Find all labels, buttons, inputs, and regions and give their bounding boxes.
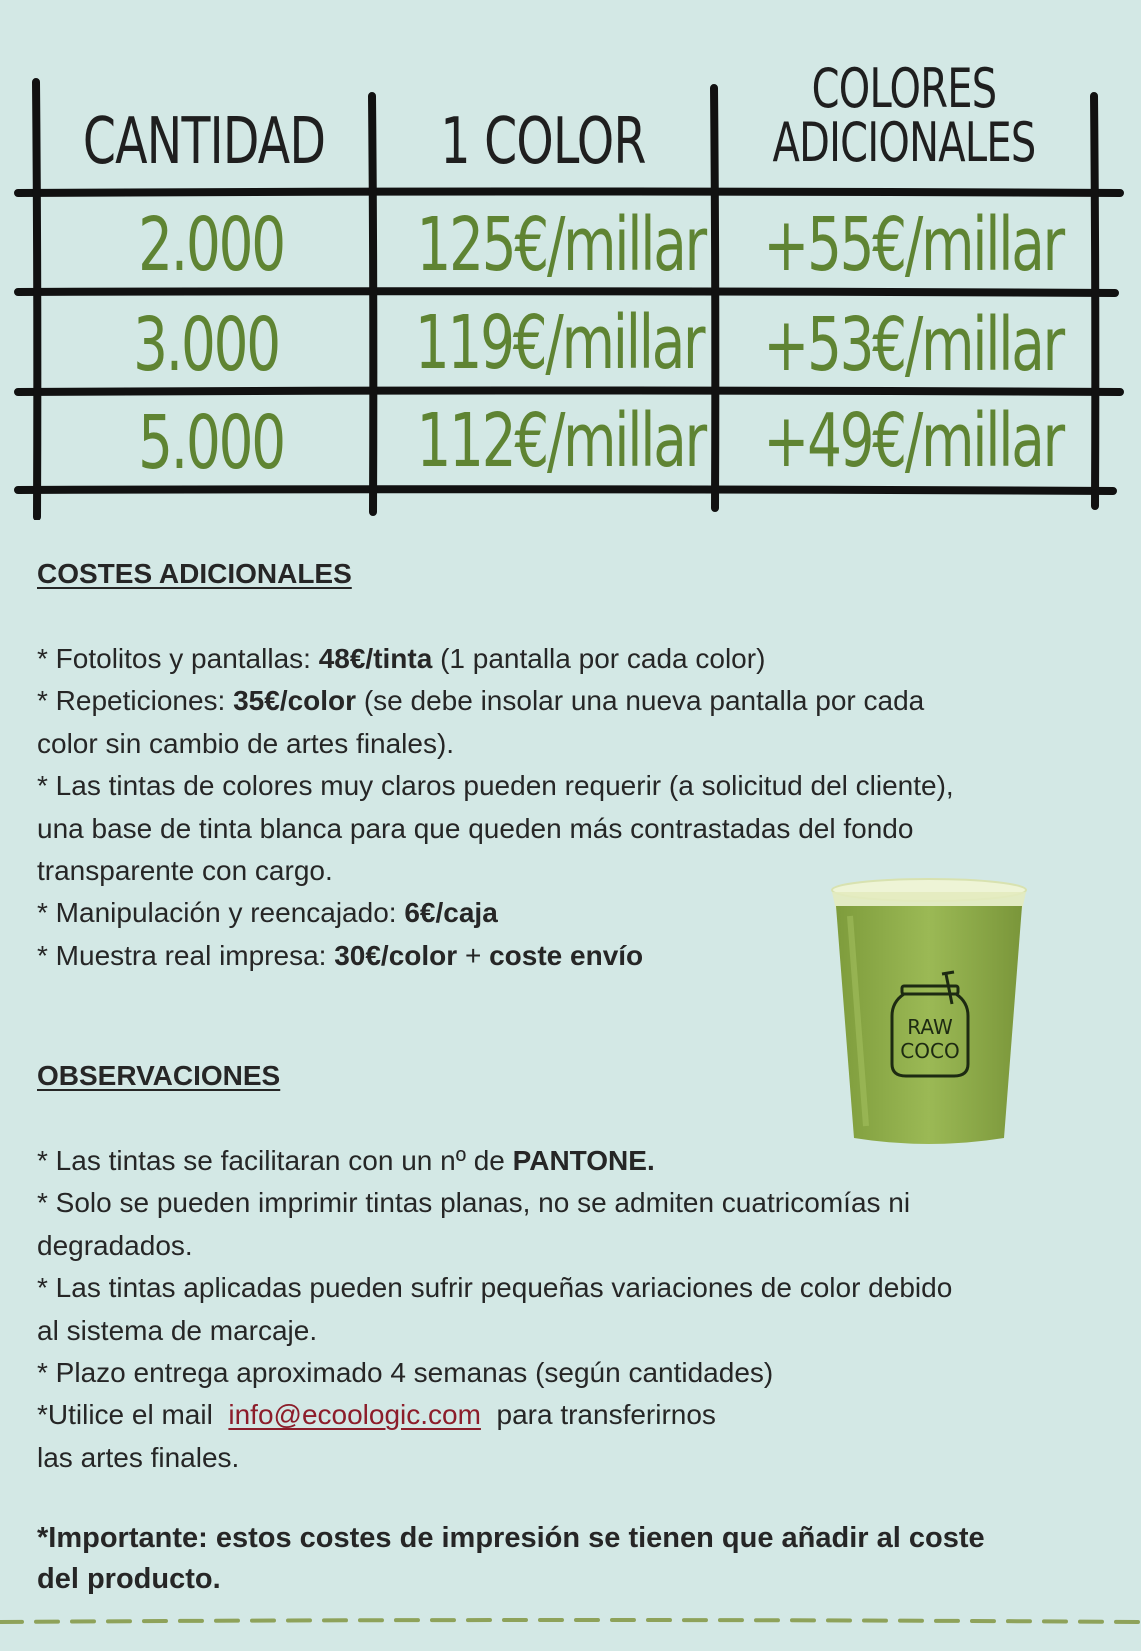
- costes-bold: 35€/color: [233, 685, 357, 717]
- list-item: * Las tintas de colores muy claros pueden requerir (a solicitud del cliente),: [37, 770, 954, 802]
- row1-additional: +55€/millar: [763, 202, 1063, 288]
- observaciones-list: [37, 1140, 1097, 1479]
- list-item: degradados.: [37, 1229, 193, 1261]
- important-line1: *Importante: estos costes de impresión se tienen que añadir al coste: [37, 1522, 985, 1554]
- juice-cup-image: [826, 876, 1032, 1150]
- email-link[interactable]: info@ecoologic.com: [228, 1399, 481, 1431]
- costes-text: * Fotolitos y pantallas:: [37, 643, 319, 674]
- row1-one-color: 125€/millar: [416, 202, 705, 288]
- footer-dashed-divider: [0, 1612, 1141, 1632]
- observaciones-bold: PANTONE.: [512, 1145, 655, 1176]
- list-item: * Las tintas aplicadas pueden sufrir pequeñas variaciones de color debido: [37, 1272, 953, 1304]
- row3-one-color: 112€/millar: [416, 398, 705, 484]
- costes-bold: 6€/caja: [404, 897, 498, 929]
- header-additional-line2: ADICIONALES: [772, 111, 1036, 174]
- row2-additional: +53€/millar: [763, 302, 1063, 388]
- costes-text: * Repeticiones:: [37, 685, 234, 717]
- costes-text: (1 pantalla por cada color): [432, 643, 766, 674]
- row3-quantity: 5.000: [138, 400, 284, 486]
- important-line2: del producto.: [37, 1563, 221, 1595]
- header-quantity: CANTIDAD: [82, 105, 326, 179]
- costes-adicionales-title: COSTES ADICIONALES: [37, 558, 352, 589]
- row3-additional: +49€/millar: [763, 398, 1063, 484]
- list-item: * Solo se pueden imprimir tintas planas, no se admiten cuatricomías ni: [37, 1187, 911, 1219]
- observaciones-text: * Las tintas se facilitaran con un nº de: [37, 1145, 513, 1176]
- list-item: [37, 638, 1097, 680]
- list-item: [37, 1394, 1097, 1436]
- row2-quantity: 3.000: [133, 302, 279, 388]
- costes-text: +: [457, 939, 490, 971]
- header-additional-line1: COLORES: [811, 57, 997, 120]
- cup-logo-line1: RAW: [907, 1015, 953, 1039]
- costes-bold: coste envío: [489, 939, 644, 971]
- list-item: al sistema de marcaje.: [37, 1314, 318, 1346]
- observaciones-title: OBSERVACIONES: [37, 1060, 281, 1091]
- price-table: [0, 0, 1141, 520]
- list-item: transparente con cargo.: [37, 855, 333, 887]
- costes-text: * Muestra real impresa:: [37, 939, 335, 971]
- list-item: una base de tinta blanca para que queden más contrastadas del fondo: [37, 812, 914, 844]
- list-item: * Plazo entrega aproximado 4 semanas (según cantidades): [37, 1357, 774, 1389]
- costes-bold: 48€/tinta: [318, 643, 433, 674]
- important-note: [37, 1518, 1097, 1600]
- list-item: las artes finales.: [37, 1441, 240, 1473]
- list-item: [37, 680, 1097, 722]
- costes-text: * Manipulación y reencajado:: [37, 897, 405, 929]
- header-additional-colors: [763, 57, 1044, 174]
- header-one-color: 1 COLOR: [440, 105, 646, 179]
- observaciones-text: *Utilice el mail: [37, 1399, 229, 1431]
- list-item: color sin cambio de artes finales).: [37, 727, 455, 759]
- list-item: [37, 1140, 1097, 1182]
- costes-text: (se debe insolar una nueva pantalla por cada: [356, 685, 925, 717]
- row1-quantity: 2.000: [138, 202, 284, 288]
- observaciones-text: para transferirnos: [480, 1399, 716, 1431]
- costes-bold: 30€/color: [334, 939, 458, 971]
- cup-logo-line2: COCO: [900, 1039, 960, 1063]
- row2-one-color: 119€/millar: [414, 300, 704, 386]
